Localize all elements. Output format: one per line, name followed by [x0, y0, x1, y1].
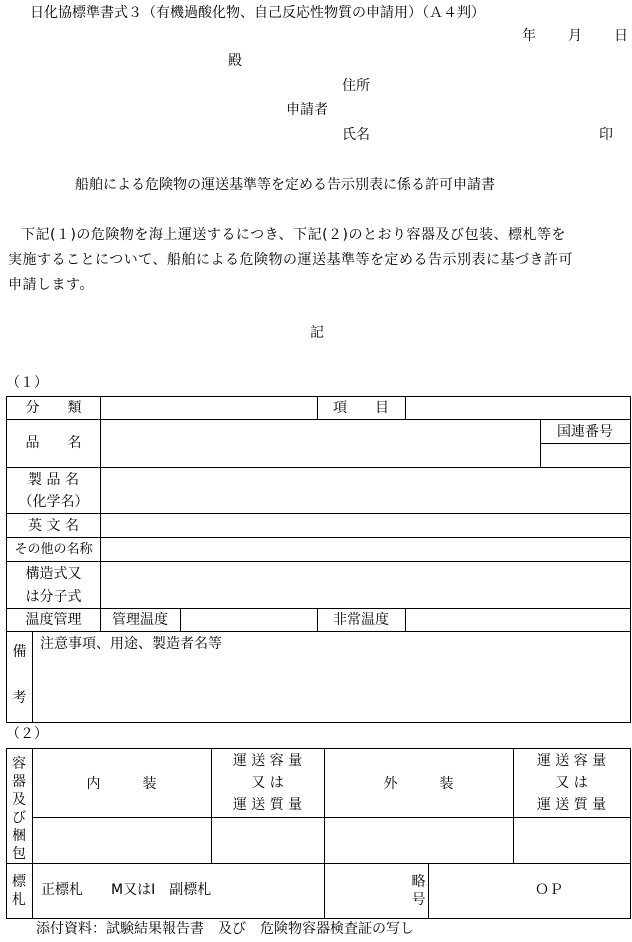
address-label: 住所	[342, 78, 370, 94]
label-text: 正標札 M又はI 副標札	[41, 882, 212, 898]
inner-capacity-label-3: 運 送 質 量	[232, 797, 303, 813]
form-title: 日化協標準書式３（有機過酸化物、自己反応性物質の申請用）（Ａ４判）	[30, 5, 485, 21]
date-day-label: 日	[614, 28, 628, 44]
un-number-label: 国連番号	[557, 424, 613, 440]
packaging-vertical-label: 容器及び梱包	[12, 756, 26, 862]
formula-label-1: 構造式又	[25, 566, 82, 582]
body-line-1: 下記(１)の危険物を海上運送するにつき、下記(２)のとおり容器及び包装、標札等を	[21, 227, 567, 243]
date-year-label: 年	[522, 28, 536, 44]
applicant-label: 申請者	[286, 102, 328, 118]
outer-packaging-label: 外 装	[383, 776, 454, 792]
op-code: ＯＰ	[535, 882, 563, 898]
formula-label-2: は分子式	[25, 589, 82, 605]
inner-capacity-label-2: 又 は	[251, 775, 284, 791]
product-name-label: 品 名	[25, 435, 82, 451]
label-vertical-label: 標札	[12, 874, 26, 908]
remarks-label-1: 備	[12, 644, 27, 660]
body-line-3: 申請します。	[8, 277, 94, 293]
emergency-temperature-label: 非常温度	[333, 612, 389, 628]
inner-capacity-label-1: 運 送 容 量	[232, 753, 303, 769]
chemical-name-label-1: 製 品 名	[28, 472, 79, 488]
outer-capacity-label-3: 運 送 質 量	[536, 797, 607, 813]
remarks-text: 注意事項、用途、製造者名等	[40, 636, 222, 652]
section2-label: （２）	[6, 726, 48, 742]
abbreviation-label-1: 略	[411, 874, 426, 890]
attachments-note: 添付資料：試験結果報告書 及び 危険物容器検査証の写し	[36, 921, 414, 937]
ki-label: 記	[310, 325, 324, 341]
section1-table	[6, 396, 631, 723]
temperature-control-label: 温度管理	[25, 612, 82, 628]
inner-packaging-label: 内 装	[86, 776, 157, 792]
section1-label: （１）	[6, 375, 48, 391]
seal-label: 印	[599, 127, 613, 143]
document-title: 船舶による危険物の運送基準等を定める告示別表に係る許可申請書	[75, 177, 495, 193]
addressee-suffix: 殿	[228, 53, 242, 69]
chemical-name-label-2: （化学名）	[18, 494, 89, 510]
outer-capacity-label-2: 又 は	[555, 775, 588, 791]
remarks-label-2: 考	[12, 690, 27, 706]
body-line-2: 実施することについて、船舶による危険物の運送基準等を定める告示別表に基づき許可	[8, 252, 573, 268]
classification-label: 分 類	[25, 400, 82, 416]
abbreviation-label-2: 号	[411, 892, 426, 908]
section2-table	[6, 748, 631, 919]
outer-capacity-label-1: 運 送 容 量	[536, 753, 607, 769]
name-label: 氏名	[342, 127, 370, 143]
other-names-label: その他の名称	[14, 542, 93, 557]
item-label: 項 目	[333, 400, 389, 416]
control-temperature-label: 管理温度	[112, 612, 168, 628]
english-name-label: 英 文 名	[28, 518, 79, 534]
date-month-label: 月	[568, 28, 582, 44]
